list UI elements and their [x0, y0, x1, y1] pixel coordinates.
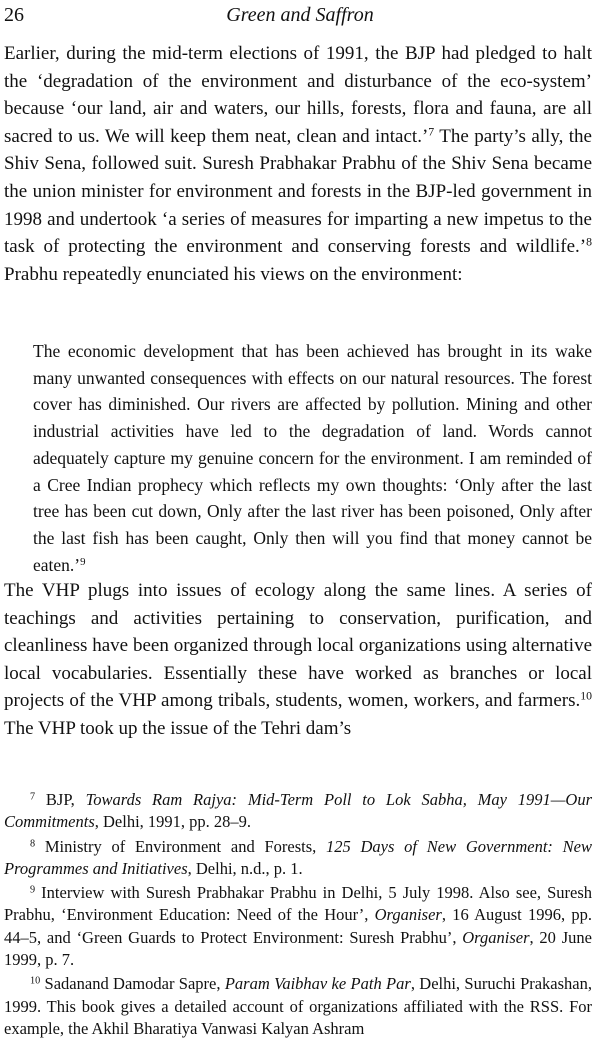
footnote-text: , Delhi, Suruchi Prakashan, 1999. This book gives a detailed account of organizations affiliated with the RSS. For example, the Akhil Bharatiya Vanwasi Kalyan Ashram: [4, 974, 593, 1038]
page-header: [4, 4, 596, 30]
footnote-text: BJP,: [35, 790, 86, 809]
footnote-ref-9: 9: [80, 555, 86, 568]
footnote-7: [4, 789, 592, 834]
body-paragraph-1: [4, 40, 592, 288]
body-paragraph-2: [4, 577, 592, 743]
footnote-text: , 20 June 1999, p. 7.: [4, 927, 592, 970]
quote-text: The economic development that has been achieved has brought in its wake many unwanted consequences with effects on our natural resources. The forest cover has diminished. Our rivers are affected by pollution. Mining and other industrial activities have led to the degradation of land. Words cannot adequately capture my genuine concern for the environment. I am reminded of a Cree Indian prophecy which reflects my own thoughts: ‘Only after the last tree has been cut down, Only after the last river has been poisoned, Only after the last fish has been caught, Only then will you find that money cannot be eaten.’: [33, 341, 592, 575]
footnote-ref-10: 10: [580, 689, 592, 703]
footnote-title: Organiser: [374, 905, 442, 925]
page-number: 26: [4, 4, 24, 26]
footnote-ref-8: 8: [586, 235, 592, 249]
footnote-number: 10: [30, 975, 41, 987]
footnote-ref-7: 7: [428, 125, 435, 139]
footnote-text: Ministry of Environment and Forests,: [35, 836, 326, 856]
paragraph-text: Earlier, during the mid-term elections of 1991, the BJP had pledged to halt the ‘degradation of the environment and disturbance of the eco-system’ because ‘our land, air and waters, our hills, forests, flora and fauna, are all sacred to us. We will keep them neat, clean and intact.’: [4, 43, 592, 147]
footnote-title: 125 Days of New Government: New Programmes and Initiatives: [4, 836, 592, 878]
footnote-text: , Delhi, n.d., p. 1.: [187, 858, 303, 878]
footnote-10: [4, 973, 592, 1040]
footnote-number: 8: [30, 837, 36, 849]
footnote-title: Param Vaibhav ke Path Par: [224, 974, 411, 994]
footnote-title: Organiser: [462, 927, 530, 947]
footnote-number: 9: [30, 884, 36, 896]
footnote-title: Towards Ram Rajya: Mid-Term Poll to Lok Sabha, May 1991—Our Commitments: [4, 790, 592, 832]
footnote-text: , Delhi, 1991, pp. 28–9.: [94, 812, 252, 832]
block-quote: [33, 338, 592, 578]
running-head: Green and Saffron: [226, 4, 374, 26]
paragraph-text: The VHP plugs into issues of ecology along the same lines. A series of teachings and activities pertaining to conservation, purification, and cleanliness have been organized through local organizations using alternative local vocabularies. Essentially these have worked as branches or local projects of the VHP among tribals, students, women, workers, and farmers.: [4, 580, 592, 712]
footnote-text: , 16 August 1996, pp. 44–5, and ‘Green Guards to Protect Environment: Suresh Prabhu’,: [4, 905, 593, 947]
footnote-8: [4, 836, 592, 881]
paragraph-text: The VHP took up the issue of the Tehri dam’s: [4, 717, 352, 739]
footnote-number: 7: [30, 791, 36, 803]
paragraph-text: The party’s ally, the Shiv Sena, followed suit. Suresh Prabhakar Prabhu of the Shiv Sena became the union minister for environment and forests in the BJP-led government in 1998 and undertook ‘a series of measures for imparting a new impetus to the task of protecting the environment and conserving forests and wildlife.’: [4, 125, 592, 258]
paragraph-text: Prabhu repeatedly enunciated his views on the environment:: [4, 263, 463, 285]
footnote-9: [4, 882, 592, 971]
footnotes: [4, 789, 592, 1040]
footnote-text: Interview with Suresh Prabhakar Prabhu in Delhi, 5 July 1998. Also see, Suresh Prabhu, ‘Environment Education: Need of the Hour’,: [4, 883, 592, 925]
footnote-text: Sadanand Damodar Sapre,: [40, 974, 225, 994]
